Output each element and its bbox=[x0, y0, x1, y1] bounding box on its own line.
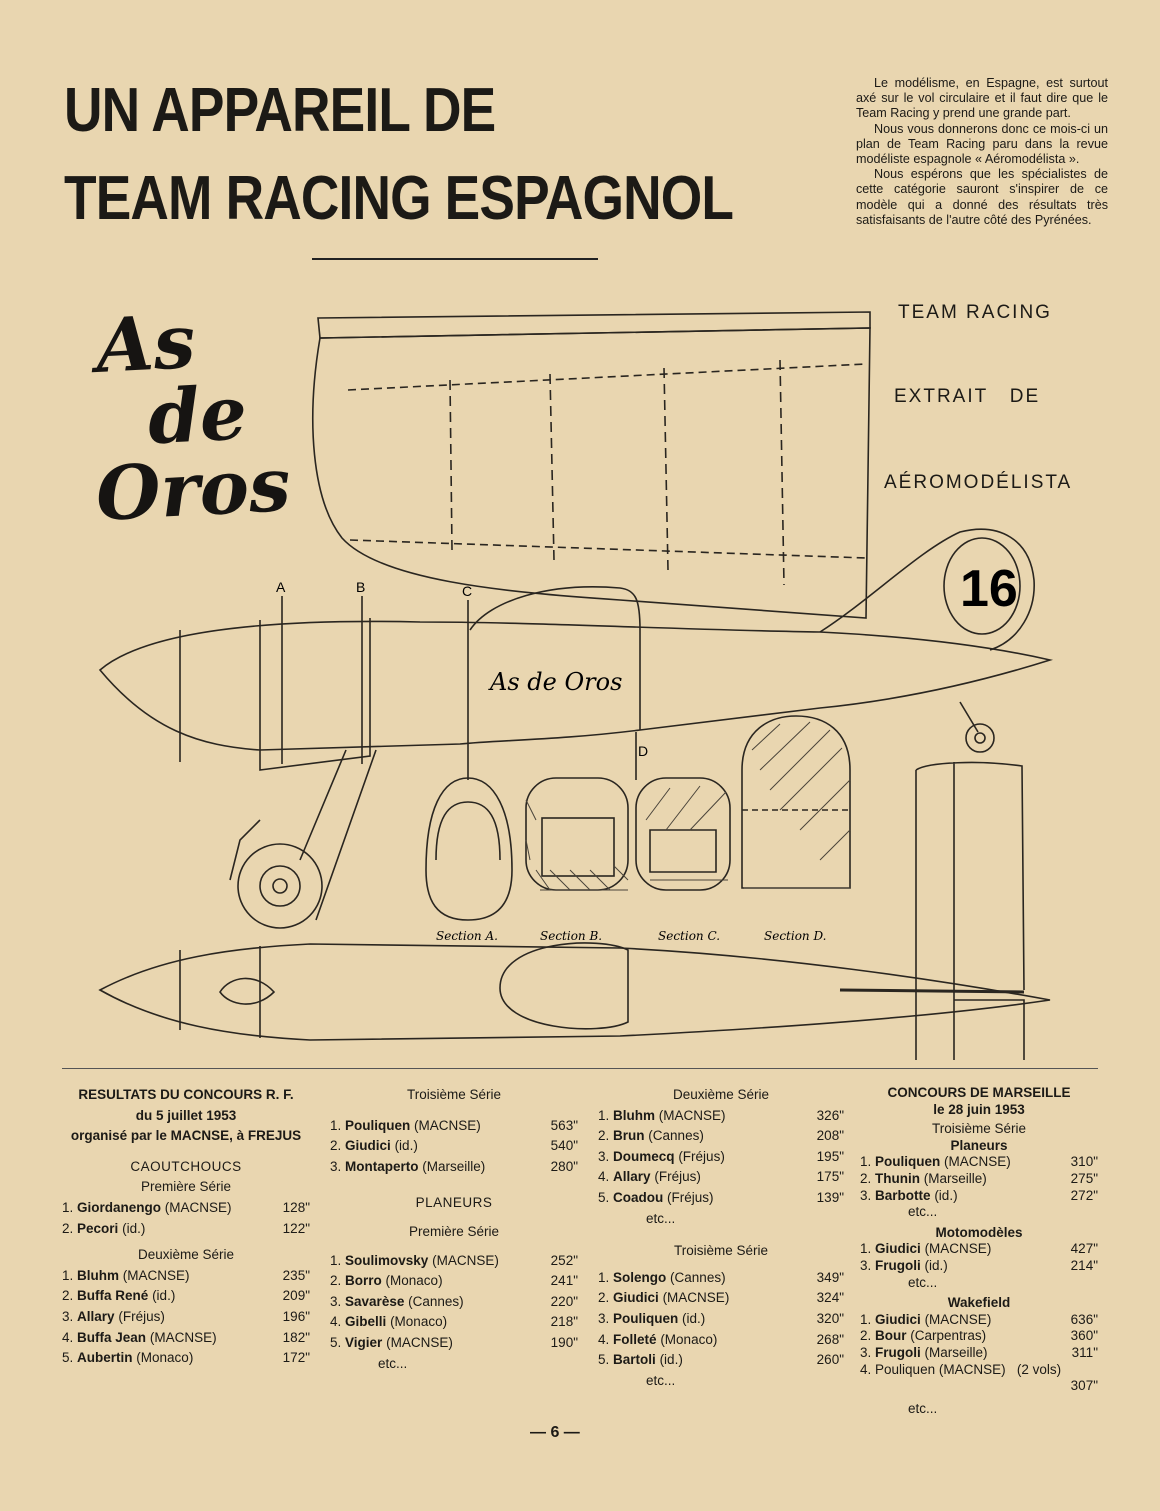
result-row: 2. Giudici (id.) 540" bbox=[330, 1138, 578, 1154]
headline-line-2: TEAM RACING ESPAGNOL bbox=[64, 164, 734, 233]
result-row: 1. Giudici (MACNSE) 427" bbox=[860, 1241, 1098, 1257]
model-name-line-2: de bbox=[145, 370, 250, 462]
series-heading: Troisième Série bbox=[931, 1121, 1027, 1137]
series-heading: Troisième Série bbox=[406, 1087, 502, 1102]
category-wakefield: Wakefield bbox=[947, 1295, 1011, 1311]
result-row: 1. Giordanengo (MACNSE) 128" bbox=[62, 1199, 310, 1215]
fuselage-script: As de Oros bbox=[490, 668, 623, 696]
model-name-line-3: Oros bbox=[93, 441, 293, 539]
series-heading: Première Série bbox=[140, 1179, 232, 1195]
result-row: 4. Buffa Jean (MACNSE) 182" bbox=[62, 1329, 310, 1345]
series-heading: Première Série bbox=[408, 1223, 500, 1239]
result-row: 5. Coadou (Fréjus) 139" bbox=[598, 1189, 844, 1205]
category-planeurs: PLANEURS bbox=[415, 1195, 493, 1211]
result-time: 307" bbox=[1070, 1378, 1098, 1394]
etc-note: etc... bbox=[646, 1210, 676, 1226]
series-heading: Deuxième Série bbox=[672, 1087, 770, 1102]
result-row: 3. Pouliquen (id.) 320" bbox=[598, 1310, 844, 1326]
results-heading: CONCOURS DE MARSEILLE bbox=[887, 1085, 1071, 1100]
results-column-2 bbox=[330, 1085, 578, 1374]
results-column-3 bbox=[598, 1085, 844, 1391]
race-number: 16 bbox=[960, 560, 1018, 618]
page-number: — 6 — bbox=[530, 1424, 580, 1441]
category-motomodeles: Motomodèles bbox=[935, 1224, 1023, 1240]
result-row: 5. Aubertin (Monaco) 172" bbox=[62, 1350, 310, 1366]
result-row: 3. Frugoli (Marseille) 311" bbox=[860, 1344, 1098, 1360]
result-row: 2. Pecori (id.) 122" bbox=[62, 1220, 310, 1236]
etc-note: etc... bbox=[908, 1400, 938, 1416]
result-row: 1. Pouliquen (MACNSE) 563" bbox=[330, 1117, 578, 1133]
result-row: 2. Thunin (Marseille) 275" bbox=[860, 1170, 1098, 1186]
result-row: 3. Frugoli (id.) 214" bbox=[860, 1257, 1098, 1273]
result-row: 5. Vigier (MACNSE) 190" bbox=[330, 1334, 578, 1350]
headline-line-1: UN APPAREIL DE bbox=[64, 76, 496, 145]
result-row: 5. Bartoli (id.) 260" bbox=[598, 1352, 844, 1368]
results-separator bbox=[62, 1068, 1098, 1069]
main-wheel bbox=[238, 844, 322, 928]
results-organizer: organisé par le MACNSE, à FREJUS bbox=[70, 1128, 302, 1144]
intro-text bbox=[856, 76, 1108, 228]
result-row: 2. Buffa René (id.) 209" bbox=[62, 1288, 310, 1304]
category-planeurs: Planeurs bbox=[950, 1137, 1008, 1153]
results-column-1 bbox=[62, 1085, 310, 1369]
result-row: 4. Allary (Fréjus) 175" bbox=[598, 1169, 844, 1185]
result-row: 3. Montaperto (Marseille) 280" bbox=[330, 1158, 578, 1174]
result-row: 3. Doumecq (Fréjus) 195" bbox=[598, 1148, 844, 1164]
label-team-racing: TEAM RACING bbox=[898, 302, 1052, 323]
model-name-line-1: As bbox=[93, 298, 198, 391]
intro-paragraph: Le modélisme, en Espagne, est surtout axé sur le vol circulaire et il faut dire que le Team Racing y prend une grande part. bbox=[856, 76, 1108, 121]
result-row: 4. Gibelli (Monaco) 218" bbox=[330, 1314, 578, 1330]
etc-note: etc... bbox=[646, 1372, 676, 1388]
results-date: du 5 juillet 1953 bbox=[135, 1107, 237, 1123]
result-row: 1. Bluhm (MACNSE) 235" bbox=[62, 1267, 310, 1283]
section-label-a: Section A. bbox=[436, 929, 498, 943]
intro-paragraph: Nous espérons que les spécialistes de cette catégorie sauront s'inspirer de ce modèle qui a donné des résultats très satisfaisants de l'autre côté des Pyrénées. bbox=[856, 167, 1108, 227]
result-row: 2. Brun (Cannes) 208" bbox=[598, 1128, 844, 1144]
results-heading: RESULTATS DU CONCOURS R. F. bbox=[78, 1087, 294, 1102]
category-caoutchoucs: CAOUTCHOUCS bbox=[130, 1158, 242, 1174]
section-d bbox=[742, 716, 850, 888]
wing-leading-edge-strip bbox=[318, 312, 870, 338]
plan-drawing bbox=[80, 300, 1080, 1060]
intro-paragraph: Nous vous donnerons donc ce mois-ci un plan de Team Racing paru dans la revue modéliste espagnole « Aéromodélista ». bbox=[856, 121, 1108, 167]
section-mark-a: A bbox=[276, 579, 286, 595]
result-row: 2. Giudici (MACNSE) 324" bbox=[598, 1290, 844, 1306]
etc-note: etc... bbox=[908, 1274, 938, 1290]
label-extrait-de: EXTRAIT DE bbox=[894, 386, 1041, 407]
etc-note: etc... bbox=[378, 1355, 408, 1371]
results-column-4 bbox=[860, 1085, 1098, 1417]
series-heading: Deuxième Série bbox=[137, 1247, 235, 1263]
section-label-c: Section C. bbox=[658, 929, 721, 943]
label-aeromodelista: AÉROMODÉLISTA bbox=[884, 472, 1073, 493]
section-mark-d: D bbox=[638, 743, 649, 759]
section-mark-c: C bbox=[462, 583, 473, 599]
wing-planform bbox=[313, 328, 870, 618]
title-rule bbox=[312, 258, 598, 260]
result-row: 2. Borro (Monaco) 241" bbox=[330, 1273, 578, 1289]
section-mark-b: B bbox=[356, 579, 366, 595]
result-row: 3. Savarèse (Cannes) 220" bbox=[330, 1293, 578, 1309]
section-label-b: Section B. bbox=[540, 929, 603, 943]
result-row: 4. Folleté (Monaco) 268" bbox=[598, 1331, 844, 1347]
etc-note: etc... bbox=[908, 1204, 938, 1220]
result-row: 4. Pouliquen (MACNSE) (2 vols) bbox=[860, 1361, 1062, 1377]
result-row: 1. Bluhm (MACNSE) 326" bbox=[598, 1107, 844, 1123]
result-row: 1. Giudici (MACNSE) 636" bbox=[860, 1311, 1098, 1327]
result-row: 2. Bour (Carpentras) 360" bbox=[860, 1328, 1098, 1344]
section-label-d: Section D. bbox=[764, 929, 827, 943]
result-row: 1. Pouliquen (MACNSE) 310" bbox=[860, 1154, 1098, 1170]
tailplane bbox=[916, 762, 1024, 1060]
series-heading: Troisième Série bbox=[673, 1243, 769, 1259]
result-row: 1. Solengo (Cannes) 349" bbox=[598, 1269, 844, 1285]
result-row: 3. Barbotte (id.) 272" bbox=[860, 1187, 1098, 1203]
result-row: 1. Soulimovsky (MACNSE) 252" bbox=[330, 1252, 578, 1268]
results-date: le 28 juin 1953 bbox=[933, 1101, 1025, 1117]
result-row: 3. Allary (Fréjus) 196" bbox=[62, 1308, 310, 1324]
